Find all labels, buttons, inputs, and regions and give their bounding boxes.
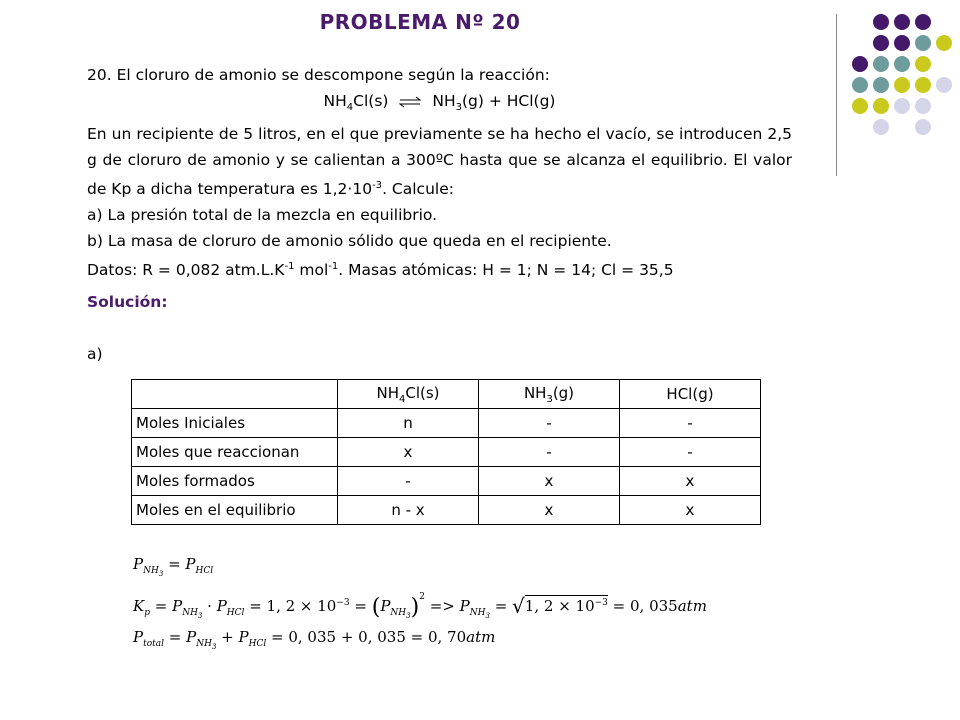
decorative-dot [915, 35, 931, 51]
table-cell: - [479, 409, 620, 438]
decorative-dot [915, 119, 931, 135]
problem-intro: 20. El cloruro de amonio se descompone según la reacción: [87, 66, 550, 84]
table-header-nh4cl: $NH_4Cl(s)$ [338, 380, 479, 409]
decorative-dot [852, 98, 868, 114]
equation-pressure-equality: $P_{NH_3} = P_{HCl}$ [133, 555, 214, 578]
decorative-dot [894, 35, 910, 51]
table-header-nh3: $NH_3(g)$ [479, 380, 620, 409]
decorative-dot [936, 35, 952, 51]
equation-kp: $K_p = P_{NH_3} \cdot P_{HCl} = 1$, $2 \times 10^{-3} = (P_{NH_3})^2 => P_{NH_3} = √1$, $2 \times 10^{-3} = 0$, 035atm [133, 592, 707, 620]
table-row-label: Moles Iniciales [132, 409, 338, 438]
decorative-dot [894, 14, 910, 30]
decorative-dot [873, 56, 889, 72]
solution-label: Solución: [87, 293, 168, 311]
equation-total-pressure: $P_{total} = P_{NH_3} + P_{HCl} = 0$, 035 + 0, 035 = 0, 70atm [133, 628, 496, 651]
equilibrium-table [131, 379, 761, 525]
problem-statement [87, 62, 792, 283]
part-a-label: a) [87, 345, 103, 363]
decorative-dot [915, 98, 931, 114]
decorative-dot [873, 119, 889, 135]
table-row [132, 467, 761, 496]
decorative-dot [894, 56, 910, 72]
decorative-dot [936, 77, 952, 93]
table-row [132, 409, 761, 438]
decorative-dot [915, 56, 931, 72]
decorative-dot [873, 35, 889, 51]
table-corner-cell [132, 380, 338, 409]
reaction-equation: $NH_4Cl(s) NH_3(g) + HCl(g)$ [323, 92, 556, 114]
table-row [132, 496, 761, 525]
decorative-dot-grid [846, 14, 946, 164]
table-cell: x [479, 496, 620, 525]
table-cell: x [620, 496, 761, 525]
table-row-label: Moles formados [132, 467, 338, 496]
table-cell: n - x [338, 496, 479, 525]
table-cell: x [338, 438, 479, 467]
equilibrium-arrow-icon [399, 96, 421, 108]
decorative-dot [894, 98, 910, 114]
table-cell: n [338, 409, 479, 438]
table-row-label: Moles que reaccionan [132, 438, 338, 467]
table-cell: - [338, 467, 479, 496]
question-b: b) La masa de cloruro de amonio sólido que queda en el recipiente. [87, 232, 612, 251]
table-row-label: Moles en el equilibrio [132, 496, 338, 525]
table-header-row [132, 380, 761, 409]
decorative-dot [873, 98, 889, 114]
table-header-hcl: HCl(g) [620, 380, 761, 409]
problem-paragraph: En un recipiente de 5 litros, en el que previamente se ha hecho el vacío, se introducen 2,5 g de cloruro de amonio y se calientan a 300ºC hasta que se alcanza el equilibrio. El valor de Kp a dicha temperatura es $1,2\cdot 10^{-3}$. Calcule: [87, 125, 792, 199]
decorative-divider [836, 14, 837, 176]
table-cell: - [479, 438, 620, 467]
question-a: a) La presión total de la mezcla en equilibrio. [87, 206, 438, 225]
decorative-dot [894, 77, 910, 93]
table-cell: - [620, 409, 761, 438]
page-title: PROBLEMA Nº 20 [319, 10, 521, 34]
decorative-dot [852, 77, 868, 93]
table-cell: x [479, 467, 620, 496]
table-row [132, 438, 761, 467]
table-cell: x [620, 467, 761, 496]
decorative-dot [873, 14, 889, 30]
decorative-dot [915, 77, 931, 93]
data-line: Datos: R = 0,082 $atm.L.K^{-1}$ mol$^{-1}$. Masas atómicas: H = 1; N = 14; Cl = 35,5 [87, 261, 674, 280]
square-root-icon: √ [512, 594, 525, 618]
decorative-dot [852, 56, 868, 72]
table-cell: - [620, 438, 761, 467]
decorative-dot [915, 14, 931, 30]
decorative-dot [873, 77, 889, 93]
